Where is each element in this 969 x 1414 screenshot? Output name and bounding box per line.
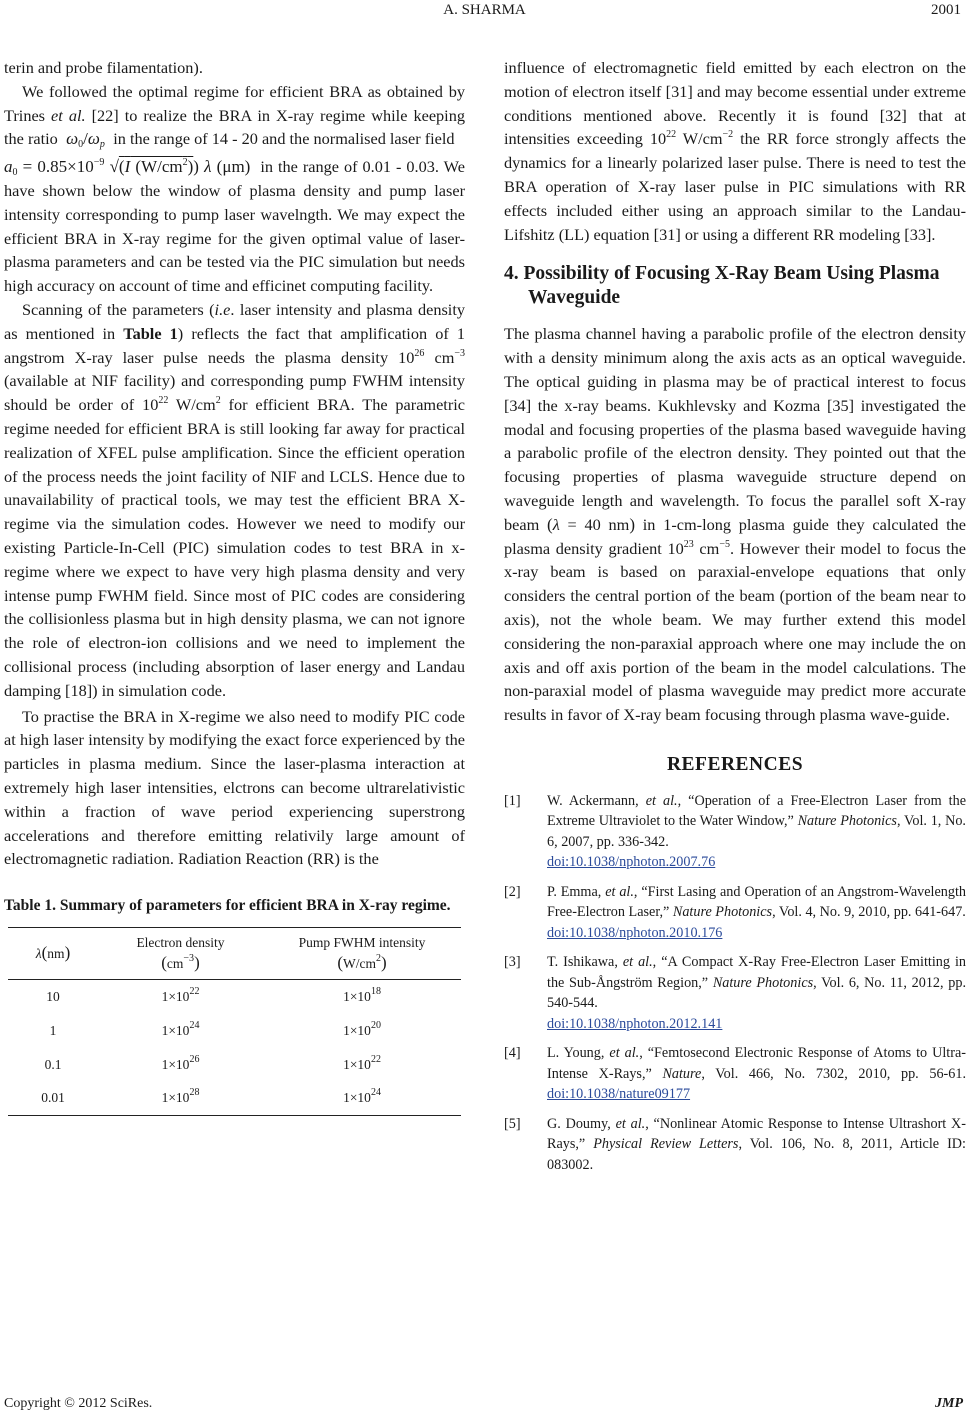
cell-intensity: $1\times 10^{24}$ [263,1082,461,1116]
table-row [8,1048,461,1082]
paragraph-continuation: terin and probe filamentation). [4,58,203,77]
cell-wavelength: 10 [46,988,60,1004]
reference-list [504,791,966,1176]
paragraph-radiation-reaction: influence of electromagnetic field emitted by each electron on the motion of electron itself [31] and may become essential under extreme conditions mentioned above. Recently it is found [32] that at intensities exceeding $10^{22}$ $W/cm^{-2}$ the RR force strongly affects the dynamics for a linearly polarized laser pulse. There is need to test the BRA operation of X-ray laser pulse in PIC simulations with RR effects included either using an approach similar to the Landau-Lifshitz (LL) equation [31] or using a different RR modeling [33]. [504,58,967,244]
reference-number: [1] [504,792,521,809]
intensity-formula: $10^{22}$ $W/cm^2$ [142,395,221,415]
header-wavelength: λ(nm) [8,928,98,980]
reference-number: [2] [504,883,521,900]
table-header-row [8,928,461,980]
table-row [8,1014,461,1048]
rr-intensity-formula: $10^{22}$ $W/cm^{-2}$ [649,129,734,149]
running-head [0,2,969,24]
reference-item [504,1114,966,1176]
references-heading: REFERENCES [666,753,804,775]
reference-item [504,791,966,873]
cell-density: $1\times 10^{28}$ [98,1082,263,1116]
reference-number: [3] [504,954,521,971]
cell-intensity: $1\times 10^{22}$ [343,1053,381,1072]
header-pump-intensity: Pump FWHM intensity $(W/cm^2)$ [263,928,461,980]
parameters-table [8,927,461,1116]
running-head-author: A. SHARMA [443,2,526,18]
reference-item [504,882,966,944]
cell-intensity: $1\times 10^{20}$ [343,1019,381,1038]
paragraph-plasma-waveguide: The plasma channel having a parabolic profile of the electron density with a density minimum along the axis acts as an optical waveguide. The optical guiding in plasma may be of practical interest to focus [34] the x-ray beams. Kukhlevsky and Kozma [35] investigated the modal and focusing properties of the plasma based waveguide having a parabolic profile of the electron density. They pointed out that the focusing properties of plasma waveguide structure depend on waveguide length and wavelength. To focus the parallel soft X-ray beam (λ = 40 nm) in 1-cm-long plasma guide they calculated the plasma density gradient $10^{23}$ $cm^{-5}$. However their model to focus the x-ray beam is based on paraxial-envelope equations that only considers the central portion of the beam (portion of the beam near to axis), not the whole beam. We may further extend this model considering the non-paraxial approach where one may include the on axis and off axis portion of the beam in the model calculations. The non-paraxial model of plasma waveguide may predict more accurate results in favor of X-ray beam focusing through plasma wave-guide. [504,324,967,725]
cell-wavelength: 0.1 [44,1056,62,1072]
table-caption: Table 1. Summary of parameters for efficient BRA in X-ray regime. [4,897,451,915]
paragraph-practise: To practise the BRA in X-regime we also need to modify PIC code at high laser intensity by modifying the exact force experienced by the particles in plasma medium. Since the laser-plasma interaction at extremely high laser intensities, elctrons can become ultrarelativistic within a fraction of wave period experiencing superstrong accelerations and therefore emitting relativily large amount of electromagnetic radiation. Radiation Reaction (RR) is the [4,706,465,869]
ratio-formula: $\omega_0/\omega_p$ [66,129,105,151]
table-row [8,980,461,1014]
cell-wavelength: 1 [49,1022,57,1038]
table-row [8,1082,461,1116]
reference-number: [5] [504,1115,521,1132]
reference-item [504,952,966,1034]
cell-intensity: $1\times 10^{18}$ [343,985,381,1004]
reference-text: L. Young, et al., “Femtosecond Electronic Response of Atoms to Ultra-Intense X-Rays,” Nature, Vol. 466, No. 7302, 2010, pp. 56-61. doi:10.1038/nature09177 [547,1045,966,1103]
paragraph-scanning: Scanning of the parameters (i.e. laser intensity and plasma density as mentioned in Table 1) reflects the fact that amplification of 1 angstrom X-ray laser pulse needs the plasma density $10^{26}$ $cm^{-3}$ (available at NIF facility) and corresponding pump FWHM intensity should be order of $10^{22}$ $W/cm^2$ for efficient BRA. The parametric regime needed for efficient BRA is still looking far away for practical realization of XFEL pulse amplification. Since the efficient operation of the process needs the joint facility of NIF and LCLS. Hence due to unavailability of practical tools, we may test the efficient BRA X-regime via the simulation codes. However we need to modify our existing Particle-In-Cell (PIC) simulation codes to test BRA in x-regime where we expect to have very high plasma density and very intense pump FWHM field. Since most of PIC codes are considering the collisionless plasma but in high density plasma, we can not ignore the role of electron-ion collisions and we need to implement the collisional process (including absorption of laser energy and Landau damping [18]) in simulation code. [4,299,466,700]
doi-link[interactable]: doi:10.1038/nature09177 [547,1086,691,1103]
doi-link[interactable]: doi:10.1038/nphoton.2012.141 [547,1015,723,1032]
journal-abbreviation: JMP [935,1396,963,1411]
cell-density: $1\times 10^{26}$ [161,1053,200,1072]
paragraph-optimal-regime: We followed the optimal regime for efficient BRA as obtained by Trines et al. [22] to realize the BRA in X-ray regime while keeping the ratio $\omega_0/\omega_p$ in the range of 14 - 20 and the normalised laser field [4,81,465,151]
reference-text: P. Emma, et al., “First Lasing and Operation of an Angstrom-Wavelength Free-Electron Laser,” Nature Photonics, Vol. 4, No. 9, 2010, pp. 641-647. doi:10.1038/nphoton.2010.176 [547,882,966,944]
section-heading: 4. Possibility of Focusing X-Ray Beam Using Plasma Waveguide [504,263,940,309]
copyright-notice: Copyright © 2012 SciRes. [4,1396,153,1411]
page-number: 2001 [931,2,961,18]
paragraph-laser-field: $a_0 = 0.85\times 10^{-9}$ √(I $(W/cm^2)$) λ (μm) in the range of 0.01 - 0.03. We have shown below the window of plasma density and pump laser intensity corresponding to pump laser wavelngth. We may expect the efficient BRA in X-ray regime for the given optimal value of laser-plasma parameters and can be tested via the PIC simulation but needs high accuracy on account of time and efficinet computing facility. [4,157,465,296]
cell-wavelength: 0.01 [8,1082,98,1116]
doi-link[interactable]: doi:10.1038/nphoton.2010.176 [547,924,723,941]
cell-density: $1\times 10^{24}$ [161,1019,200,1038]
page-footer [0,1396,969,1414]
reference-text: T. Ishikawa, et al., “A Compact X-Ray Free-Electron Laser Emitting in the Sub-Ångström Region,” Nature Photonics, Vol. 6, No. 11, 2012, pp. 540-544. doi:10.1038/nphoton.2012.141 [547,952,966,1034]
doi-link[interactable]: doi:10.1038/nphoton.2007.76 [547,854,716,871]
left-column [4,56,465,1116]
laser-field-formula: $a_0 = 0.85\times 10^{-9}$ √(I $(W/cm^2)$) λ (μm) [4,157,251,179]
cell-density: $1\times 10^{22}$ [161,985,200,1004]
reference-text: G. Doumy, et al., “Nonlinear Atomic Response to Intense Ultrashort X-Rays,” Physical Review Letters, Vol. 106, No. 8, 2011, Article ID: 083002. [547,1115,966,1173]
reference-number: [4] [504,1045,521,1062]
reference-text: W. Ackermann, et al., “Operation of a Free-Electron Laser from the Extreme Ultraviolet to the Water Window,” Nature Photonics, Vol. 1, No. 6, 2007, pp. 336-342. doi:10.1038/nphoton.2007.76 [547,791,966,873]
density-formula: $10^{26}$ $cm^{-3}$ [398,347,465,367]
reference-item [504,1043,966,1105]
header-electron-density: Electron density $(cm^{-3})$ [98,928,263,980]
gradient-formula: $10^{23}$ $cm^{-5}$ [667,538,730,558]
wavelength-formula: (λ = 40 nm) [547,514,635,534]
right-column [504,56,966,1184]
